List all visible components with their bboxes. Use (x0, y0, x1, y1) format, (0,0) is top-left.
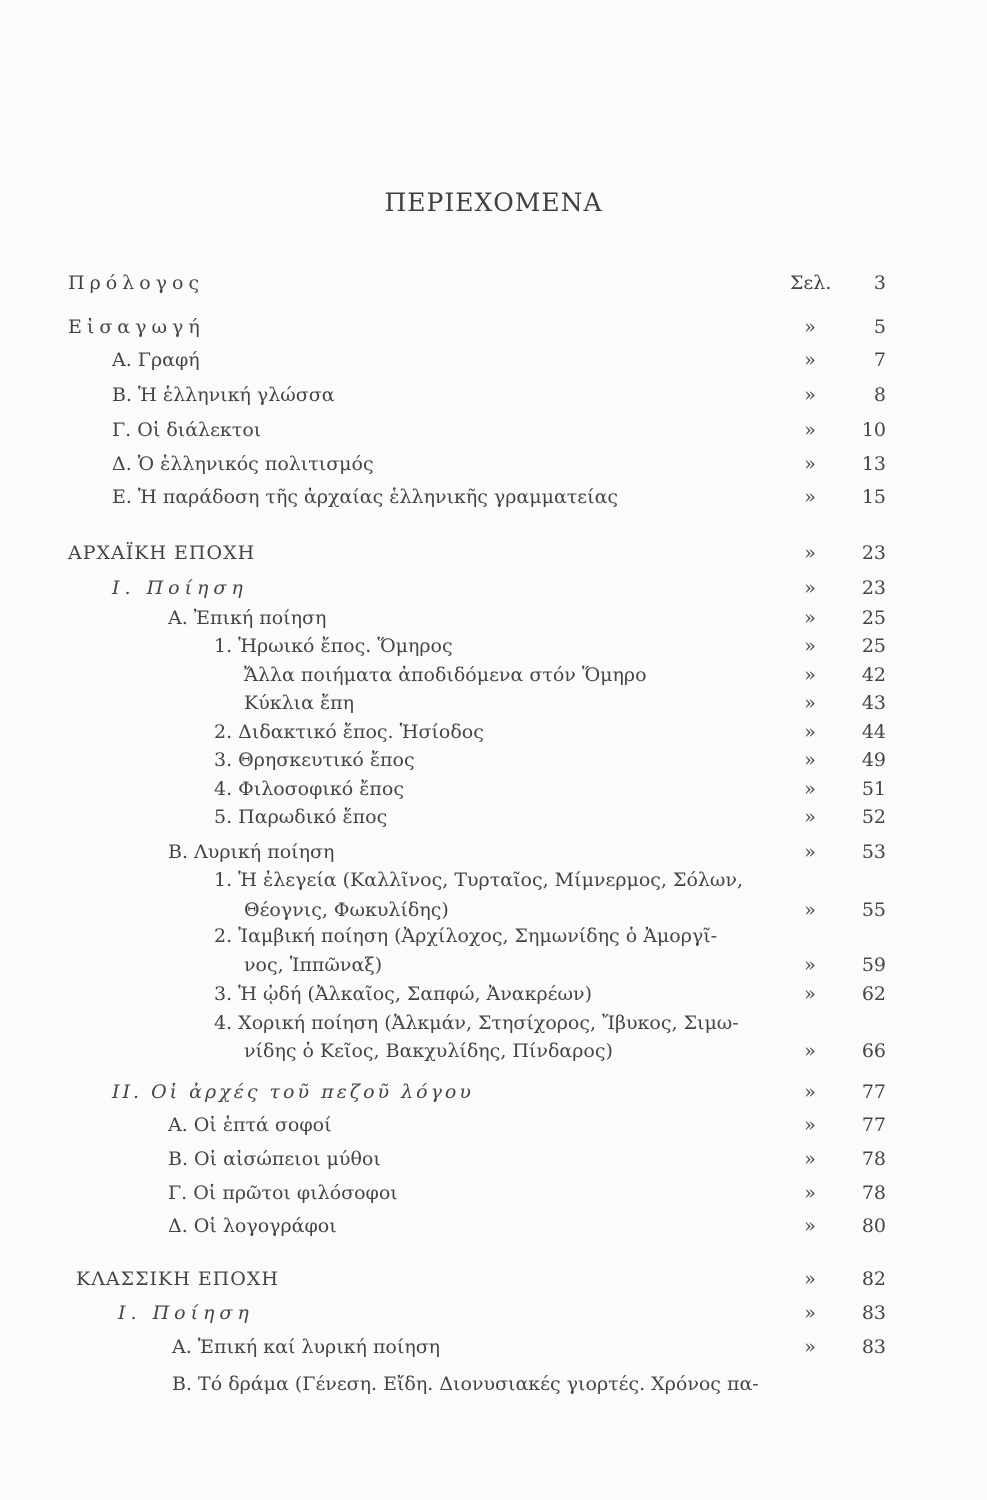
toc-ditto-mark: » (804, 664, 816, 686)
toc-label: Πρόλογος (68, 272, 205, 294)
toc-label: Ι. Ποίηση (112, 577, 248, 599)
toc-ditto-mark: » (804, 1182, 816, 1204)
toc-label: Ι. Ποίηση (118, 1302, 254, 1324)
toc-label: 1. Ἡρωικό ἔπος. Ὅμηρος (214, 635, 453, 657)
toc-label: νος, Ἱππῶναξ) (244, 954, 383, 976)
toc-page-number: 15 (861, 486, 886, 508)
toc-page-number: 53 (861, 841, 886, 863)
toc-label: Β. Τό δράμα (Γένεση. Εἴδη. Διονυσιακές γιορτές. Χρόνος πα- (172, 1373, 759, 1395)
toc-ditto-mark: » (804, 1268, 816, 1290)
toc-page-number: 83 (861, 1336, 886, 1358)
toc-label: Β. Λυρική ποίηση (168, 841, 335, 863)
toc-label: Β. Ἡ ἑλληνική γλώσσα (112, 384, 335, 406)
toc-ditto-mark: » (804, 1081, 816, 1103)
toc-ditto-mark: » (804, 1148, 816, 1170)
toc-page-number: 59 (861, 954, 886, 976)
toc-ditto-mark: » (804, 486, 816, 508)
toc-label: Δ. Ὁ ἑλληνικός πολιτισμός (112, 453, 374, 475)
toc-page-number: 10 (861, 419, 886, 441)
toc-page-number: 77 (861, 1114, 886, 1136)
toc-label: νίδης ὁ Κεῖος, Βακχυλίδης, Πίνδαρος) (244, 1040, 613, 1062)
toc-label: 2. Διδακτικό ἔπος. Ἡσίοδος (214, 721, 484, 743)
toc-ditto-mark: » (804, 692, 816, 714)
toc-label: 3. Θρησκευτικό ἔπος (214, 749, 415, 771)
toc-page-number: 25 (861, 635, 886, 657)
toc-section-heading: ΑΡΧΑΪΚΗ ΕΠΟΧΗ (68, 542, 256, 564)
toc-page-number: 52 (861, 806, 886, 828)
page-title: ΠΕΡΙΕΧΟΜΕΝΑ (384, 188, 603, 217)
toc-page-number: 66 (861, 1040, 886, 1062)
toc-label: Α. Γραφή (112, 349, 200, 371)
toc-page-number: 82 (861, 1268, 886, 1290)
toc-ditto-mark: » (804, 1302, 816, 1324)
toc-ditto-mark: » (804, 316, 816, 338)
toc-page-number: 83 (861, 1302, 886, 1324)
toc-page-number: 55 (861, 899, 886, 921)
toc-label: Α. Ἐπική ποίηση (168, 607, 327, 629)
toc-ditto-mark: » (804, 721, 816, 743)
toc-ditto-mark: » (804, 542, 816, 564)
toc-page-number: 78 (861, 1182, 886, 1204)
toc-ditto-mark: » (804, 607, 816, 629)
toc-ditto-mark: » (804, 419, 816, 441)
toc-label: Α. Οἱ ἑπτά σοφοί (168, 1114, 332, 1136)
toc-page-number: 51 (861, 778, 886, 800)
toc-ditto-mark: » (804, 899, 816, 921)
toc-label: Ἄλλα ποιήματα ἀποδιδόμενα στόν Ὅμηρο (244, 664, 647, 686)
toc-label: Θέογνις, Φωκυλίδης) (244, 899, 449, 921)
toc-page-number: 23 (861, 577, 886, 599)
toc-page-number: 23 (861, 542, 886, 564)
toc-page-number: 7 (873, 349, 886, 371)
toc-label: Γ. Οἱ πρῶτοι φιλόσοφοι (168, 1182, 398, 1204)
toc-page-number: 77 (861, 1081, 886, 1103)
toc-label: 3. Ἡ ᾠδή (Ἀλκαῖος, Σαπφώ, Ἀνακρέων) (214, 983, 592, 1005)
toc-ditto-mark: » (804, 806, 816, 828)
toc-page-number: 44 (861, 721, 886, 743)
toc-ditto-mark: » (804, 453, 816, 475)
toc-ditto-mark: » (804, 577, 816, 599)
toc-ditto-mark: » (804, 749, 816, 771)
toc-label: 2. Ἰαμβική ποίηση (Ἀρχίλοχος, Σημωνίδης ὁ Ἀμοργῖ- (214, 925, 718, 947)
toc-label: 4. Χορική ποίηση (Ἀλκμάν, Στησίχορος, Ἴβυκος, Σιμω- (214, 1012, 739, 1034)
toc-label: Δ. Οἱ λογογράφοι (168, 1215, 337, 1237)
toc-label: Κύκλια ἔπη (244, 692, 355, 714)
toc-label: 4. Φιλοσοφικό ἔπος (214, 778, 404, 800)
toc-page-number: 13 (861, 453, 886, 475)
toc-ditto-mark: » (804, 954, 816, 976)
toc-page-number: 62 (861, 983, 886, 1005)
toc-ditto-mark: » (804, 1336, 816, 1358)
toc-page-number: 3 (873, 272, 886, 294)
toc-label: ΙΙ. Οἱ ἀρχές τοῦ πεζοῦ λόγου (112, 1081, 474, 1103)
toc-ditto-mark: » (804, 1040, 816, 1062)
toc-ditto-mark: » (804, 384, 816, 406)
toc-section-heading: ΚΛΑΣΣΙΚΗ ΕΠΟΧΗ (76, 1268, 279, 1290)
toc-ditto-mark: » (804, 349, 816, 371)
toc-ditto-mark: » (804, 1114, 816, 1136)
toc-ditto-mark: » (804, 778, 816, 800)
toc-label: Εἰσαγωγή (68, 316, 205, 338)
toc-label: Ε. Ἡ παράδοση τῆς ἀρχαίας ἑλληνικῆς γραμματείας (112, 486, 619, 508)
toc-label: 5. Παρωδικό ἔπος (214, 806, 388, 828)
toc-ditto-mark: » (804, 635, 816, 657)
toc-label: 1. Ἡ ἐλεγεία (Καλλῖνος, Τυρταῖος, Μίμνερμος, Σόλων, (214, 869, 744, 891)
toc-label: Β. Οἱ αἰσώπειοι μύθοι (168, 1148, 381, 1170)
toc-page-number: 43 (861, 692, 886, 714)
toc-page-number: 5 (873, 316, 886, 338)
toc-page-abbrev: Σελ. (790, 272, 832, 294)
toc-page-number: 25 (861, 607, 886, 629)
toc-page-number: 80 (861, 1215, 886, 1237)
toc-page-number: 49 (861, 749, 886, 771)
toc-ditto-mark: » (804, 983, 816, 1005)
toc-label: Γ. Οἱ διάλεκτοι (112, 419, 262, 441)
toc-ditto-mark: » (804, 841, 816, 863)
toc-page-number: 78 (861, 1148, 886, 1170)
toc-page-number: 42 (861, 664, 886, 686)
toc-label: Α. Ἐπική καί λυρική ποίηση (172, 1336, 441, 1358)
toc-ditto-mark: » (804, 1215, 816, 1237)
toc-page-number: 8 (873, 384, 886, 406)
